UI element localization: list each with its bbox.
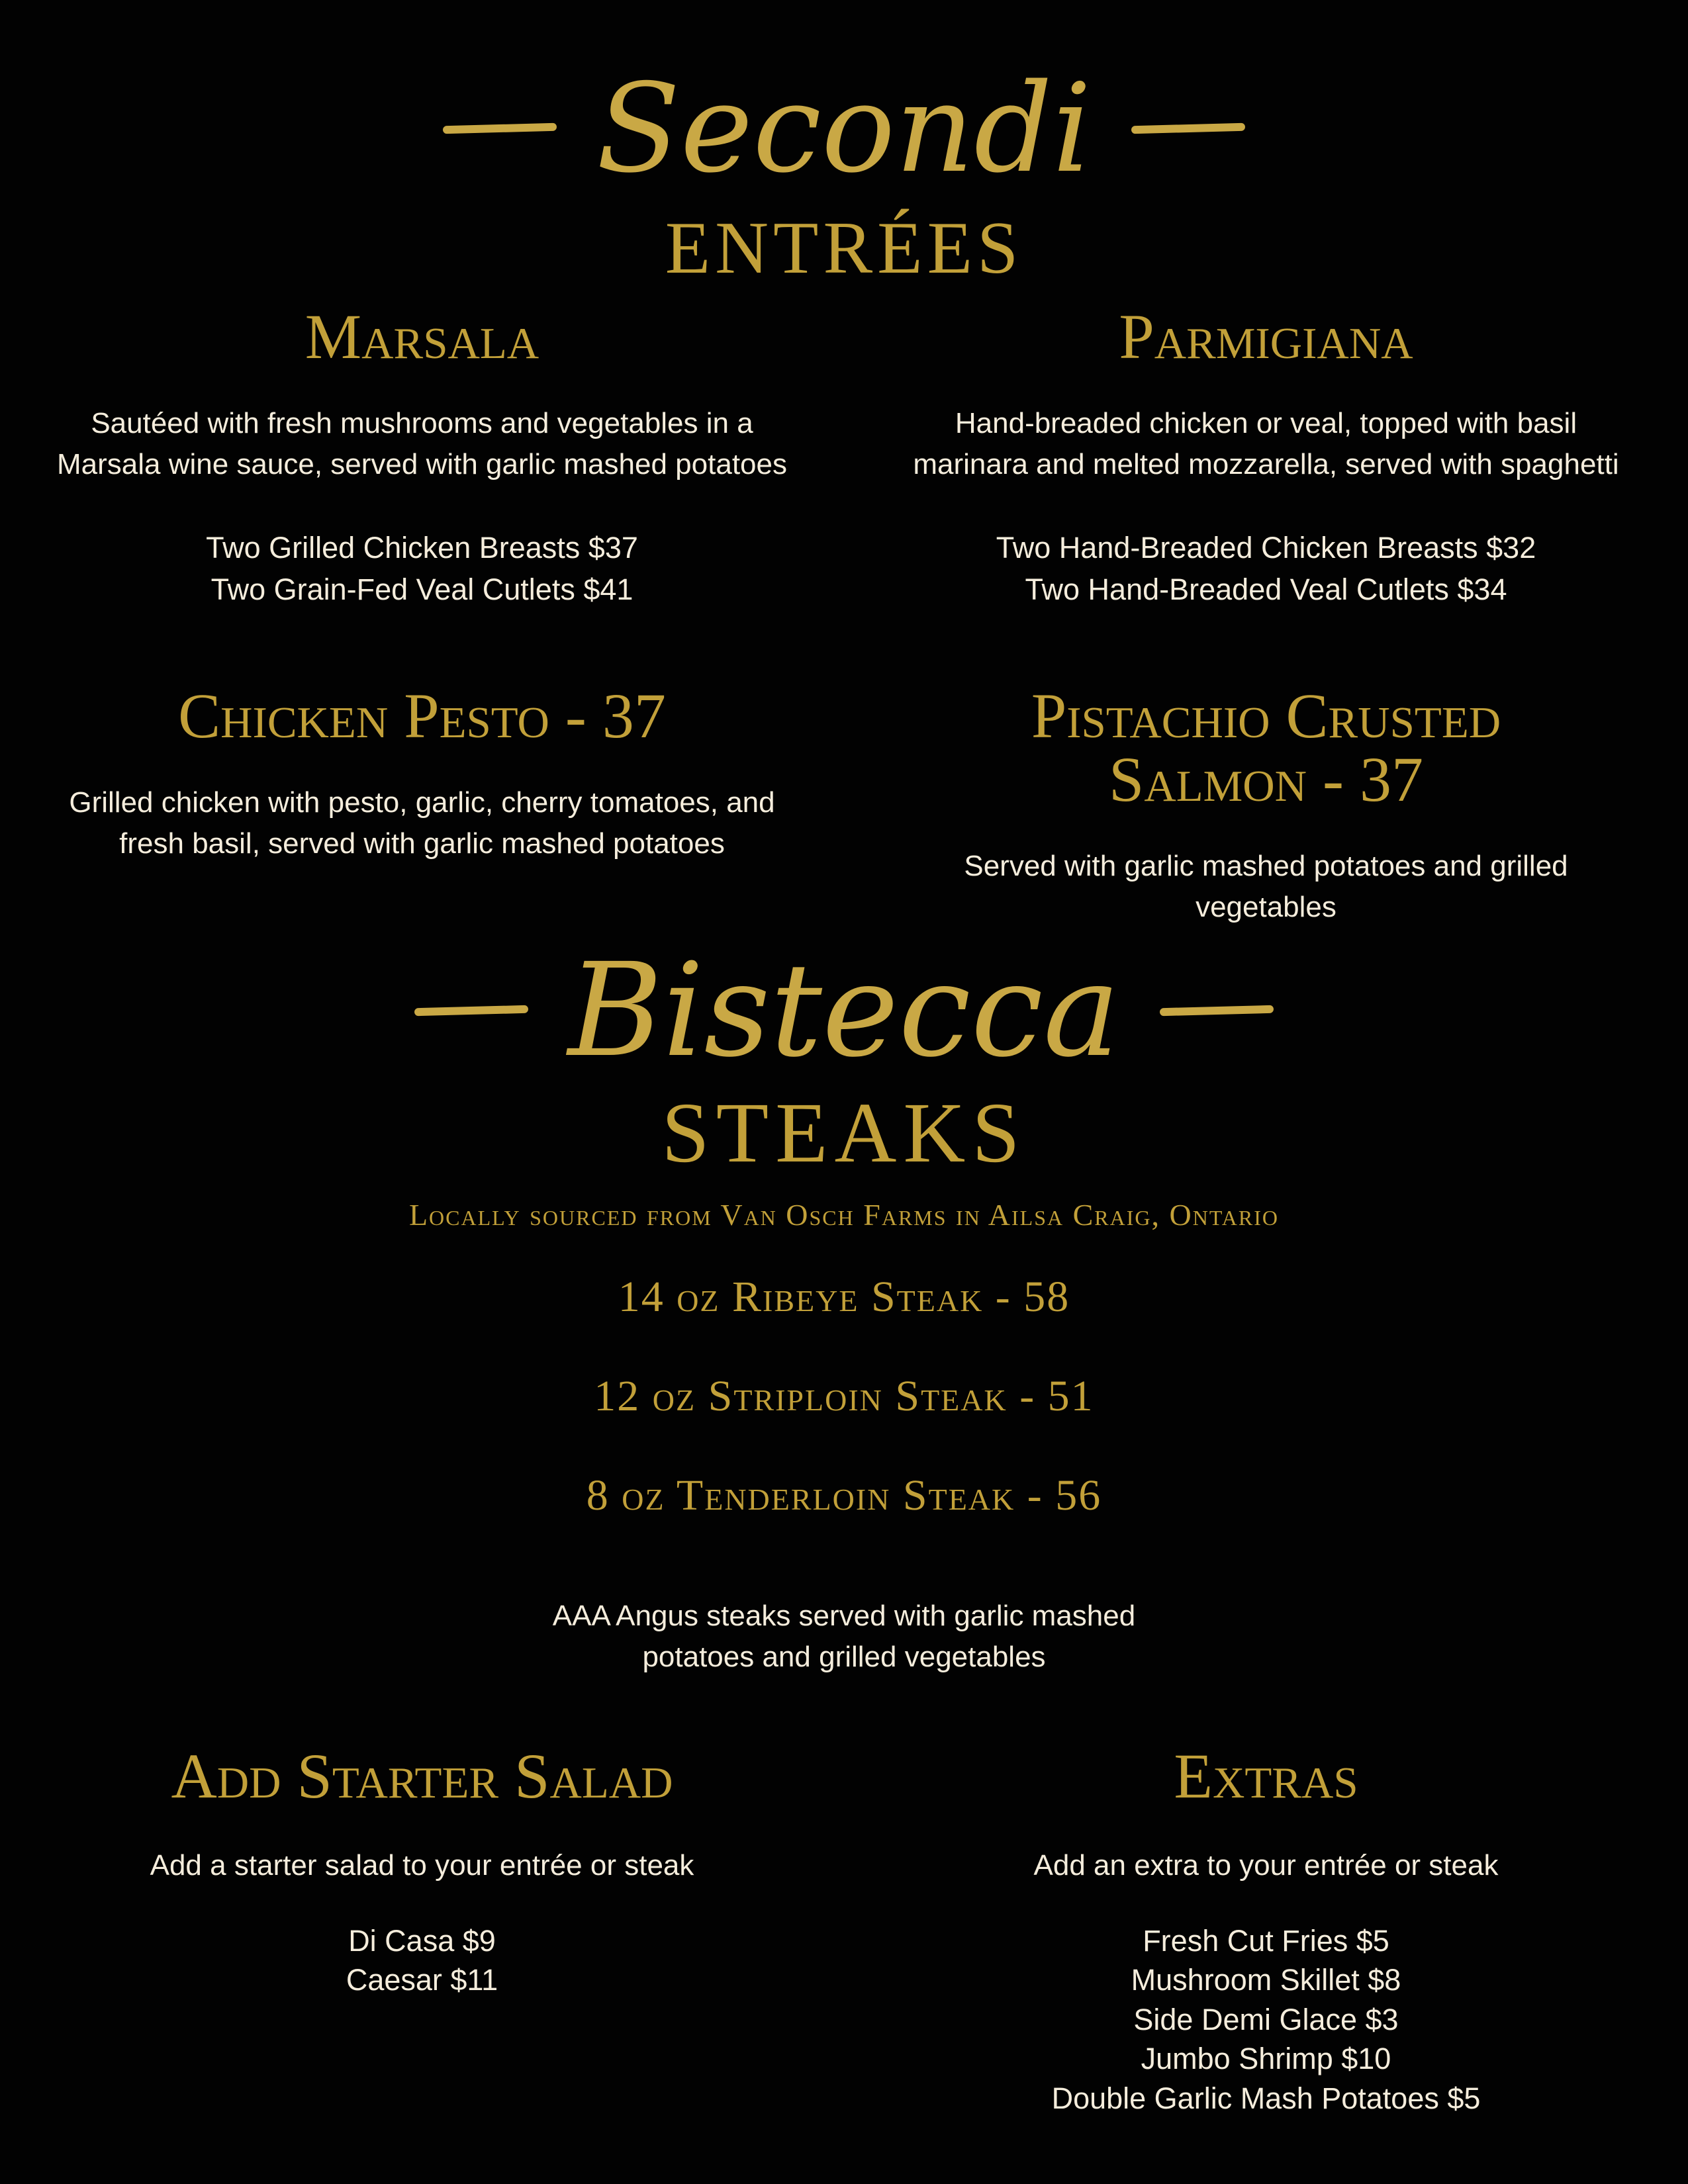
- marsala-description: [36, 403, 808, 486]
- addon-item: Side Demi Glace $3: [1133, 2002, 1399, 2036]
- chicken-pesto-section: [0, 680, 844, 929]
- pistachio-salmon-description: [880, 846, 1652, 929]
- marsala-section: [0, 300, 844, 610]
- steaks-source-note: Locally sourced from Van Osch Farms in Ailsa Craig, Ontario: [408, 1197, 1280, 1232]
- secondi-script-title: Secondi: [596, 57, 1092, 200]
- left-dash-decoration: [443, 123, 557, 134]
- steaks-section: [0, 936, 1688, 1678]
- title-line: Salmon - 37: [1108, 743, 1423, 815]
- addon-item: Double Garlic Mash Potatoes $5: [1051, 2081, 1481, 2115]
- pistachio-salmon-section: [844, 680, 1688, 929]
- note-line: potatoes and grilled vegetables: [642, 1641, 1046, 1674]
- parmigiana-title: Parmigiana: [1119, 300, 1413, 372]
- description-line: fresh basil, served with garlic mashed potatoes: [119, 827, 725, 860]
- entrees-row-2: [0, 680, 1688, 929]
- left-dash-decoration: [414, 1005, 528, 1016]
- bistecca-header: [0, 936, 1688, 1085]
- pistachio-salmon-title: [880, 680, 1652, 815]
- addon-item: Di Casa $9: [348, 1924, 496, 1958]
- addon-item: Fresh Cut Fries $5: [1143, 1924, 1389, 1958]
- addon-item: Caesar $11: [346, 1963, 498, 1997]
- extras-subtitle: Add an extra to your entrée or steak: [1033, 1848, 1499, 1882]
- secondi-header: [0, 58, 1688, 199]
- addons-row: [0, 1740, 1688, 2118]
- steak-item-striploin: 12 oz Striploin Steak - 51: [594, 1371, 1094, 1420]
- option-line: Two Hand-Breaded Veal Cutlets $34: [1025, 572, 1507, 606]
- option-line: Two Hand-Breaded Chicken Breasts $32: [996, 530, 1536, 565]
- description-line: Grilled chicken with pesto, garlic, cherry tomatoes, and: [69, 786, 775, 819]
- description-line: Sautéed with fresh mushrooms and vegetables in a: [91, 406, 753, 439]
- bistecca-script-title: Bistecca: [567, 934, 1121, 1085]
- starter-salad-subtitle: Add a starter salad to your entrée or steak: [150, 1848, 694, 1882]
- steak-item-ribeye: 14 oz Ribeye Steak - 58: [618, 1272, 1070, 1321]
- right-dash-decoration: [1160, 1005, 1274, 1016]
- right-dash-decoration: [1131, 123, 1245, 134]
- starter-salad-items: [36, 1921, 808, 2000]
- description-line: vegetables: [1196, 891, 1336, 924]
- marsala-title: Marsala: [305, 300, 539, 372]
- description-line: marinara and melted mozzarella, served with spaghetti: [913, 448, 1619, 481]
- marsala-options: [36, 527, 808, 610]
- extras-title: Extras: [1174, 1740, 1358, 1811]
- description-line: Hand-breaded chicken or veal, topped with basil: [955, 406, 1577, 439]
- steaks-subtitle: STEAKS: [661, 1085, 1027, 1181]
- chicken-pesto-title: Chicken Pesto - 37: [178, 680, 666, 751]
- description-line: Marsala wine sauce, served with garlic mashed potatoes: [57, 448, 787, 481]
- parmigiana-section: [844, 300, 1688, 610]
- option-line: Two Grilled Chicken Breasts $37: [206, 530, 638, 565]
- parmigiana-options: [880, 527, 1652, 610]
- note-line: AAA Angus steaks served with garlic mashed: [552, 1599, 1136, 1632]
- chicken-pesto-description: [36, 782, 808, 865]
- entrees-row-1: [0, 300, 1688, 610]
- starter-salad-title: Add Starter Salad: [171, 1740, 673, 1811]
- steaks-note: [0, 1596, 1688, 1678]
- entrees-subtitle: ENTRÉES: [665, 206, 1023, 289]
- parmigiana-description: [880, 403, 1652, 486]
- addon-item: Mushroom Skillet $8: [1131, 1963, 1401, 1997]
- extras-items: [880, 1921, 1652, 2118]
- option-line: Two Grain-Fed Veal Cutlets $41: [211, 572, 633, 606]
- addon-item: Jumbo Shrimp $10: [1141, 2042, 1391, 2076]
- description-line: Served with garlic mashed potatoes and grilled: [964, 849, 1568, 882]
- starter-salad-section: [0, 1740, 844, 2118]
- steak-item-tenderloin: 8 oz Tenderloin Steak - 56: [586, 1471, 1102, 1520]
- extras-section: [844, 1740, 1688, 2118]
- title-line: Pistachio Crusted: [1031, 680, 1501, 751]
